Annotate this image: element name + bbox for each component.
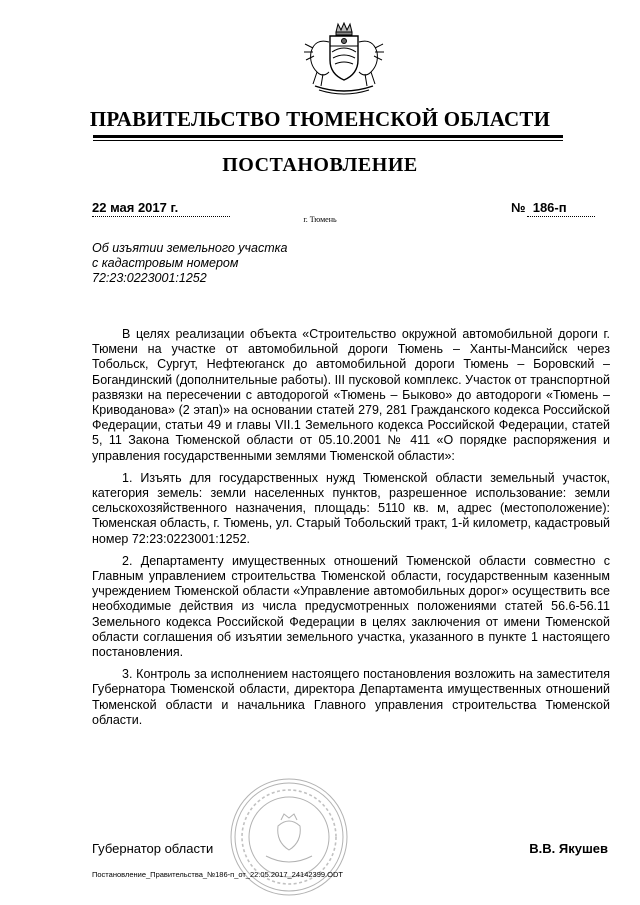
government-title: ПРАВИТЕЛЬСТВО ТЮМЕНСКОЙ ОБЛАСТИ — [89, 107, 551, 131]
document-subject — [92, 241, 332, 286]
document-number: № 186-п — [511, 200, 567, 215]
clause-paragraph-3: 3. Контроль за исполнением настоящего постановления возложить на заместителя Губернатора Тюменской области, директора Департамента имущественных отношений Тюменской области и начальника Главного управления строительства Тюменской области. — [92, 667, 610, 727]
document-date: 22 мая 2017 г. — [92, 200, 179, 215]
document-city: г. Тюмень — [303, 215, 337, 224]
subject-line: Об изъятии земельного участка — [92, 241, 288, 255]
document-type-title: ПОСТАНОВЛЕНИЕ — [222, 154, 418, 176]
official-seal-stamp — [228, 776, 350, 898]
clause-paragraph-1: 1. Изъять для государственных нужд Тюменской области земельный участок, категория земель: земли населенных пунктов, разрешенное использование: земли сельскохозяйственного назначения, площадь: 5110 кв. м, адрес (местоположение): Тюменская область, г. Тюмень, ул. Старый Тобольский тракт, 1-й километр, кадастровый номер 72:23:0223001:1252. — [92, 470, 610, 546]
document-body — [92, 327, 610, 728]
subject-line: 72:23:0223001:1252 — [92, 271, 207, 285]
coat-of-arms-emblem — [301, 22, 387, 96]
clause-paragraph-2: 2. Департаменту имущественных отношений Тюменской области совместно с Главным управлением строительства Тюменской области, государственным казенным учреждением Тюменской области «Управление автомобильных дорог» осуществить все необходимые действия из числа предусмотренных положениями статей 56.6-56.11 Земельного кодекса Российской Федерации в целях заключения от имени Тюменской области соглашения об изъятии земельного участка, указанного в пункте 1 настоящего постановления. — [92, 553, 610, 660]
subject-line: с кадастровым номером — [92, 256, 239, 270]
number-underline — [527, 216, 595, 217]
header-rule-thin — [93, 140, 563, 141]
header-rule-thick — [93, 135, 563, 138]
preamble-paragraph: В целях реализации объекта «Строительство окружной автомобильной дороги г. Тюмени на участке от автомобильной дороги Тюмень – Ханты-Мансийск через Тобольск, Сургут, Нефтеюганск до автомобильной дороги Тюмень – Боровский – Богандинский (дополнительные работы). III пусковой комплекс. Участок от транспортной развязки на пересечении с автодорогой «Тюмень – Быково» до автодороги «Тюмень – Криводанова» (2 этап)» на основании статей 279, 281 Гражданского кодекса Российской Федерации, статьи 49 и главы VII.1 Земельного кодекса Российской Федерации, статей 5, 11 Закона Тюменской области от 05.10.2001 № 411 «О порядке распоряжения и управления государственными землями Тюменской области»: — [92, 327, 610, 463]
footer-filename: Постановление_Правительства_№186-п_от_22.05.2017_24142399.ODT — [92, 870, 343, 879]
signatory-role: Губернатор области — [92, 841, 214, 856]
signatory-name: В.В. Якушев — [529, 841, 608, 856]
